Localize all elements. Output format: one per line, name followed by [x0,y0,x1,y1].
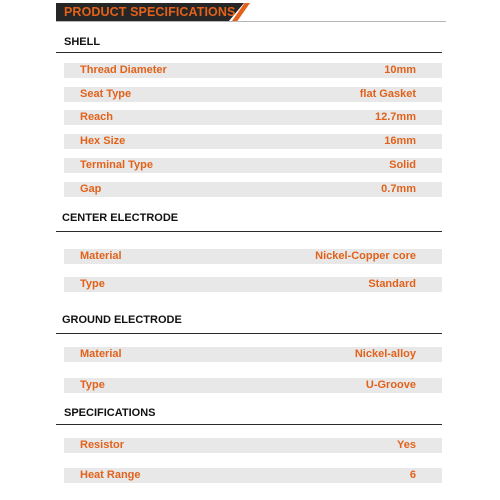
spec-row-hex-size [64,134,442,149]
spec-value: 6 [409,469,416,481]
spec-row-center-type [64,277,442,292]
spec-label: Gap [80,183,102,195]
section-divider-shell [56,52,442,53]
spec-row-thread-diameter [64,63,442,78]
spec-value: Nickel-alloy [354,348,416,360]
spec-label: Type [80,379,105,391]
spec-label: Terminal Type [80,159,153,171]
spec-label: Type [80,278,105,290]
page-title: PRODUCT SPECIFICATIONS [64,5,236,19]
spec-row-resistor [64,438,442,453]
spec-row-center-material [64,249,442,264]
spec-value: U-Groove [365,379,416,391]
spec-label: Material [80,348,122,360]
spec-value: 12.7mm [375,111,416,123]
section-title-ground-electrode: GROUND ELECTRODE [62,314,182,326]
spec-value: flat Gasket [359,88,416,100]
spec-row-heat-range [64,468,442,483]
spec-value: Yes [397,439,416,451]
spec-row-ground-material [64,347,442,362]
spec-label: Heat Range [80,469,141,481]
spec-value: Nickel-Copper core [315,250,416,262]
spec-label: Resistor [80,439,125,451]
spec-row-reach [64,110,442,125]
spec-label: Hex Size [80,135,126,147]
spec-row-terminal-type [64,158,442,173]
spec-row-gap [64,182,442,197]
section-title-shell: SHELL [64,36,101,48]
spec-value: Solid [389,159,416,171]
spec-value: 10mm [384,64,416,76]
spec-label: Material [80,250,122,262]
section-divider-specifications [56,424,442,425]
section-divider-center-electrode [56,231,442,232]
section-title-center-electrode: CENTER ELECTRODE [62,212,179,224]
spec-label: Thread Diameter [80,64,167,76]
spec-row-ground-type [64,378,442,393]
section-title-specifications: SPECIFICATIONS [64,407,156,419]
section-divider-ground-electrode [56,333,442,334]
spec-value: Standard [368,278,416,290]
spec-label: Seat Type [80,88,132,100]
spec-label: Reach [80,111,114,123]
header-underline [56,21,446,22]
spec-value: 16mm [384,135,416,147]
spec-row-seat-type [64,87,442,102]
spec-value: 0.7mm [381,183,416,195]
